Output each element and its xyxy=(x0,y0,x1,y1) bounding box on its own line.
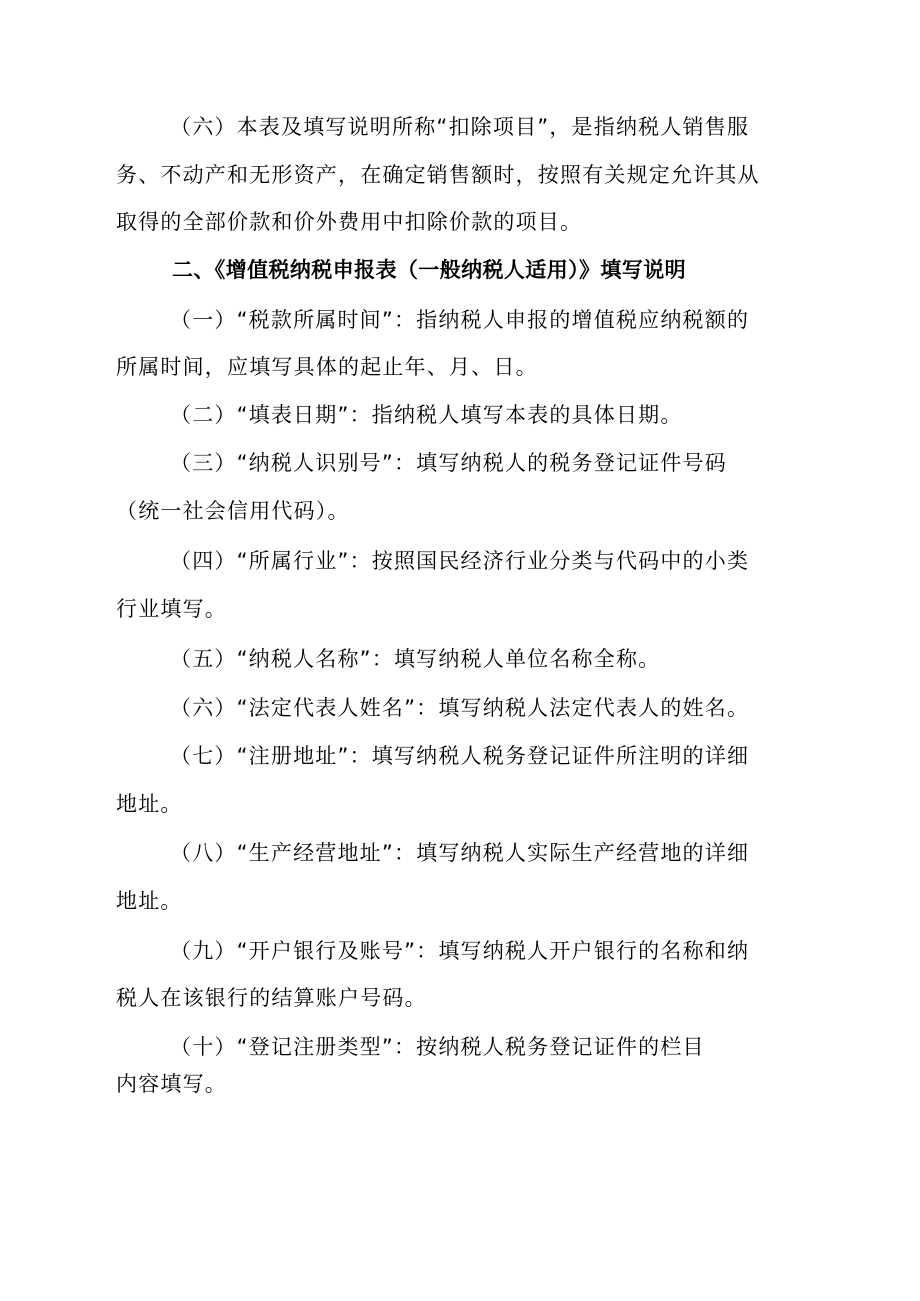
item-1-line-2: 所属时间，应填写具体的起止年、月、日。 xyxy=(116,355,538,379)
item-3-line-2: （统一社会信用代码）。 xyxy=(116,499,350,523)
item-5-line-1: （五）“纳税人名称”：填写纳税人单位名称全称。 xyxy=(170,647,661,671)
intro-item-line-2: 务、不动产和无形资产，在确定销售额时，按照有关规定允许其从 xyxy=(116,163,760,187)
section-heading: 二、《增值税纳税申报表（一般纳税人适用）》填写说明 xyxy=(172,258,686,282)
item-7-line-2: 地址。 xyxy=(116,792,183,816)
item-9-line-1: （九）“开户银行及账号”：填写纳税人开户银行的名称和纳 xyxy=(170,939,750,963)
item-10-line-2: 内容填写。 xyxy=(116,1072,227,1096)
item-4-line-2: 行业填写。 xyxy=(116,597,227,621)
intro-item-line-3: 取得的全部价款和价外费用中扣除价款的项目。 xyxy=(116,210,583,234)
item-6-line-1: （六）“法定代表人姓名”：填写纳税人法定代表人的姓名。 xyxy=(170,696,750,720)
item-8-line-1: （八）“生产经营地址”：填写纳税人实际生产经营地的详细 xyxy=(170,841,750,865)
item-1-line-1: （一）“税款所属时间”：指纳税人申报的增值税应纳税额的 xyxy=(170,308,750,332)
item-8-line-2: 地址。 xyxy=(116,889,183,913)
intro-item-line-1: （六）本表及填写说明所称“扣除项目”，是指纳税人销售服 xyxy=(170,115,750,139)
item-10-line-1: （十）“登记注册类型”：按纳税人税务登记证件的栏目 xyxy=(170,1035,705,1059)
item-4-line-1: （四）“所属行业”：按照国民经济行业分类与代码中的小类 xyxy=(170,549,750,573)
item-3-line-1: （三）“纳税人识别号”：填写纳税人的税务登记证件号码 xyxy=(170,451,727,475)
item-7-line-1: （七）“注册地址”：填写纳税人税务登记证件所注明的详细 xyxy=(170,744,750,768)
item-2-line-1: （二）“填表日期”：指纳税人填写本表的具体日期。 xyxy=(170,403,683,427)
item-9-line-2: 税人在该银行的结算账户号码。 xyxy=(116,986,427,1010)
